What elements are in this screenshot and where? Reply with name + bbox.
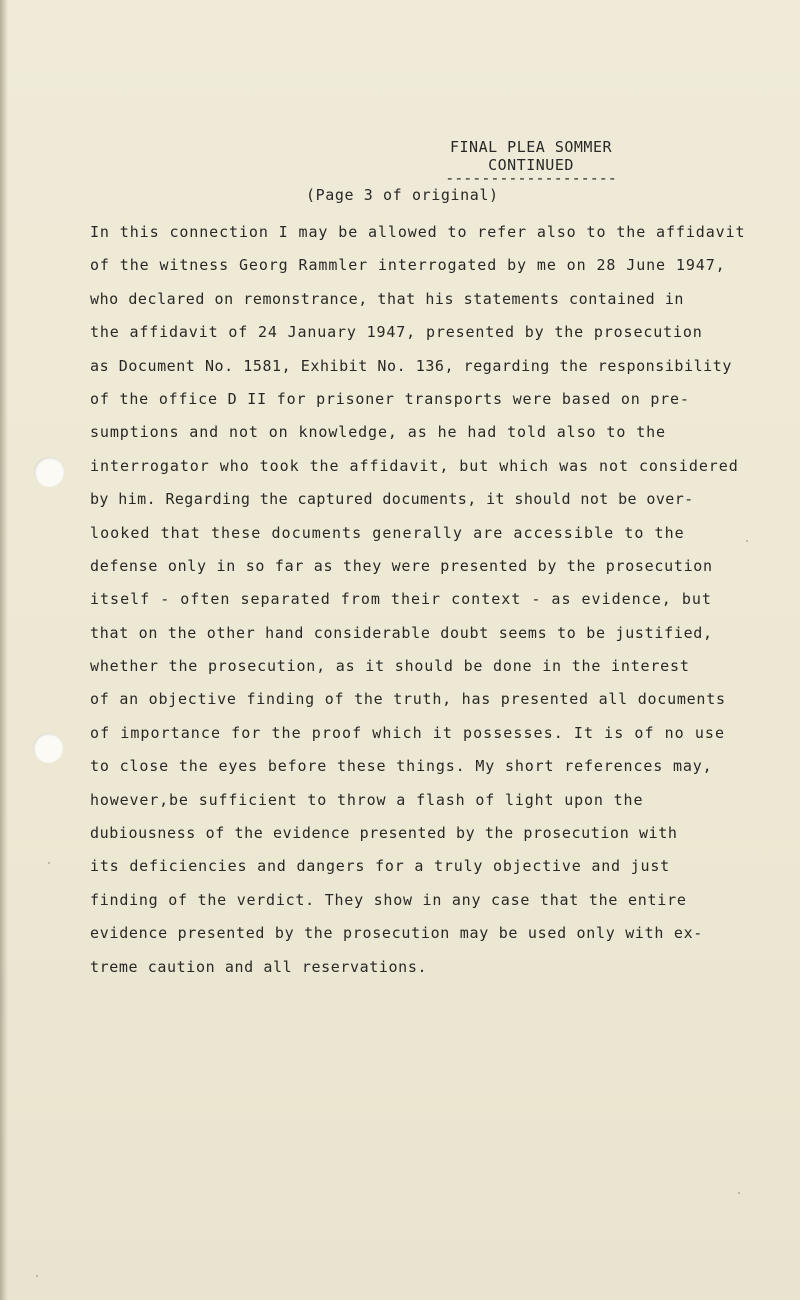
text-line: dubiousness of the evidence presented by the prosecution with bbox=[90, 824, 678, 843]
text-line: as Document No. 1581, Exhibit No. 136, regarding the responsibility bbox=[90, 356, 732, 375]
text-line: the affidavit of 24 January 1947, presented by the prosecution bbox=[90, 323, 703, 342]
text-line: finding of the verdict. They show in any case that the entire bbox=[90, 890, 687, 909]
text-line: however,be sufficient to throw a flash of light upon the bbox=[90, 790, 644, 809]
text-line: of an objective finding of the truth, has presented all documents bbox=[90, 690, 726, 709]
header-title: FINAL PLEA SOMMER bbox=[449, 138, 613, 156]
text-line: sumptions and not on knowledge, as he had told also to the bbox=[90, 423, 666, 442]
header-subtitle: CONTINUED bbox=[488, 156, 574, 174]
punch-hole bbox=[33, 733, 63, 763]
text-line: In this connection I may be allowed to refer also to the affidavit bbox=[90, 223, 746, 241]
text-line: looked that these documents generally are accessible to the bbox=[90, 523, 685, 542]
text-line: defense only in so far as they were presented by the prosecution bbox=[90, 556, 713, 575]
punch-hole bbox=[34, 457, 64, 487]
text-line: interrogator who took the affidavit, but which was not considered bbox=[90, 456, 739, 475]
header-underline: ------------------- bbox=[445, 169, 617, 187]
text-line: itself - often separated from their context - as evidence, but bbox=[90, 590, 712, 609]
text-line: of the office D II for prisoner transports were based on pre- bbox=[90, 389, 690, 408]
paper-speck bbox=[746, 540, 748, 542]
text-line: evidence presented by the prosecution may be used only with ex- bbox=[90, 924, 704, 943]
body-text bbox=[90, 216, 780, 984]
text-line: whether the prosecution, as it should be done in the interest bbox=[90, 657, 690, 676]
text-line: its deficiencies and dangers for a truly objective and just bbox=[90, 857, 671, 876]
text-line: treme caution and all reservations. bbox=[90, 957, 428, 976]
text-line: by him. Regarding the captured documents, it should not be over- bbox=[90, 490, 694, 509]
page-left-edge bbox=[0, 0, 8, 1300]
text-line: who declared on remonstrance, that his statements contained in bbox=[90, 289, 685, 308]
paper-speck bbox=[36, 1275, 38, 1277]
paper-speck bbox=[48, 862, 50, 864]
document-header bbox=[436, 138, 626, 187]
text-line: that on the other hand considerable doubt seems to be justified, bbox=[90, 623, 713, 642]
text-line: to close the eyes before these things. My short references may, bbox=[90, 757, 713, 776]
paper-speck bbox=[738, 1192, 740, 1194]
page-reference: (Page 3 of original) bbox=[306, 186, 499, 204]
text-line: of the witness Georg Rammler interrogated by me on 28 June 1947, bbox=[90, 256, 726, 275]
text-line: of importance for the proof which it possesses. It is of no use bbox=[90, 723, 726, 742]
